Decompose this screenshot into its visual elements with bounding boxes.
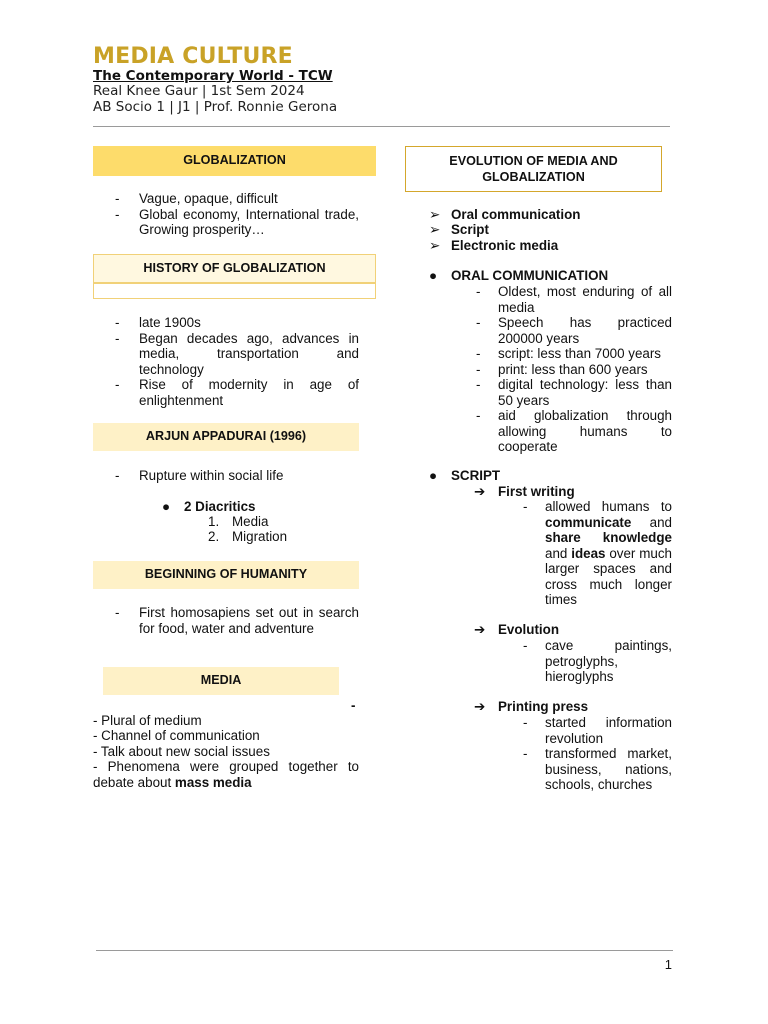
list-item: - Rise of modernity in age of enlightenment [93, 377, 359, 408]
history-heading-empty-row [93, 283, 376, 299]
list-item: - script: less than 7000 years [474, 346, 672, 362]
arrow-item: ➢ Electronic media [429, 238, 559, 253]
list-item: - Oldest, most enduring of all media [474, 284, 672, 315]
first-writing-heading: ➔ First writing [474, 484, 575, 499]
printing-press-heading: ➔ Printing press [474, 699, 589, 714]
first-writing-list [521, 499, 672, 608]
media-heading: MEDIA [103, 667, 339, 695]
media-line: - Plural of medium [93, 713, 202, 728]
list-item: - Speech has practiced 200000 years [474, 315, 672, 346]
oral-list [474, 284, 672, 455]
arrow-right-icon: ➔ [474, 484, 486, 499]
media-line: - Channel of communication [93, 728, 260, 743]
media-line: - Talk about new social issues [93, 744, 270, 759]
author-line: Real Knee Gaur | 1st Sem 2024 [93, 83, 305, 99]
stray-dash: - [351, 698, 356, 713]
diacritics-label: 2 Diacritics [184, 499, 256, 514]
arrowhead-icon: ➢ [429, 238, 441, 253]
list-item: - Vague, opaque, difficult [93, 191, 359, 207]
script-heading: ● SCRIPT [429, 468, 501, 483]
arrow-item: ➢ Oral communication [429, 207, 581, 222]
evolution-subheading: ➔ Evolution [474, 622, 559, 637]
list-item: - digital technology: less than 50 years [474, 377, 672, 408]
list-item: - allowed humans to communicate and share knowledge and ideas over much larger spaces and cross much longer times [521, 499, 672, 608]
document-subtitle: The Contemporary World - TCW [93, 68, 333, 84]
history-heading: HISTORY OF GLOBALIZATION [93, 254, 376, 283]
evolution-list [521, 638, 672, 685]
appadurai-heading: ARJUN APPADURAI (1996) [93, 423, 359, 451]
humanity-list [93, 605, 359, 636]
numbered-item: 1. Media [208, 514, 269, 529]
header-divider [93, 126, 670, 127]
appadurai-list [93, 468, 359, 484]
arrow-right-icon: ➔ [474, 622, 486, 637]
numbered-item: 2. Migration [208, 529, 288, 544]
course-line: AB Socio 1 | J1 | Prof. Ronnie Gerona [93, 99, 338, 115]
media-line-mass: - Phenomena were grouped together to debate about mass media [93, 759, 359, 790]
printing-press-list [521, 715, 672, 793]
list-item: - Global economy, International trade, Growing prosperity… [93, 207, 359, 238]
arrow-item: ➢ Script [429, 222, 489, 237]
list-item: - Rupture within social life [93, 468, 359, 484]
list-item: - started information revolution [521, 715, 672, 746]
arrowhead-icon: ➢ [429, 207, 441, 222]
list-item: - cave paintings, petroglyphs, hieroglyphs [521, 638, 672, 685]
list-item: - First homosapiens set out in search for food, water and adventure [93, 605, 359, 636]
list-item: - print: less than 600 years [474, 362, 672, 378]
page-number: 1 [664, 957, 672, 972]
humanity-heading: BEGINNING OF HUMANITY [93, 561, 359, 589]
footer-divider [96, 950, 673, 951]
arrowhead-icon: ➢ [429, 222, 441, 237]
history-list [93, 315, 359, 408]
list-item: - transformed market, business, nations, schools, churches [521, 746, 672, 793]
document-title: MEDIA CULTURE [93, 44, 293, 69]
list-item: - Began decades ago, advances in media, transportation and technology [93, 331, 359, 378]
globalization-list [93, 191, 359, 238]
bullet-dot-icon: ● [429, 268, 438, 283]
globalization-heading: GLOBALIZATION [93, 146, 376, 176]
diacritics-bullet [162, 499, 255, 515]
bullet-dot-icon: ● [162, 499, 171, 514]
evolution-heading: EVOLUTION OF MEDIA AND GLOBALIZATION [405, 146, 662, 192]
oral-heading: ● ORAL COMMUNICATION [429, 268, 609, 283]
arrow-right-icon: ➔ [474, 699, 486, 714]
list-item: - late 1900s [93, 315, 359, 331]
list-item: - aid globalization through allowing humans to cooperate [474, 408, 672, 455]
bullet-dot-icon: ● [429, 468, 438, 483]
